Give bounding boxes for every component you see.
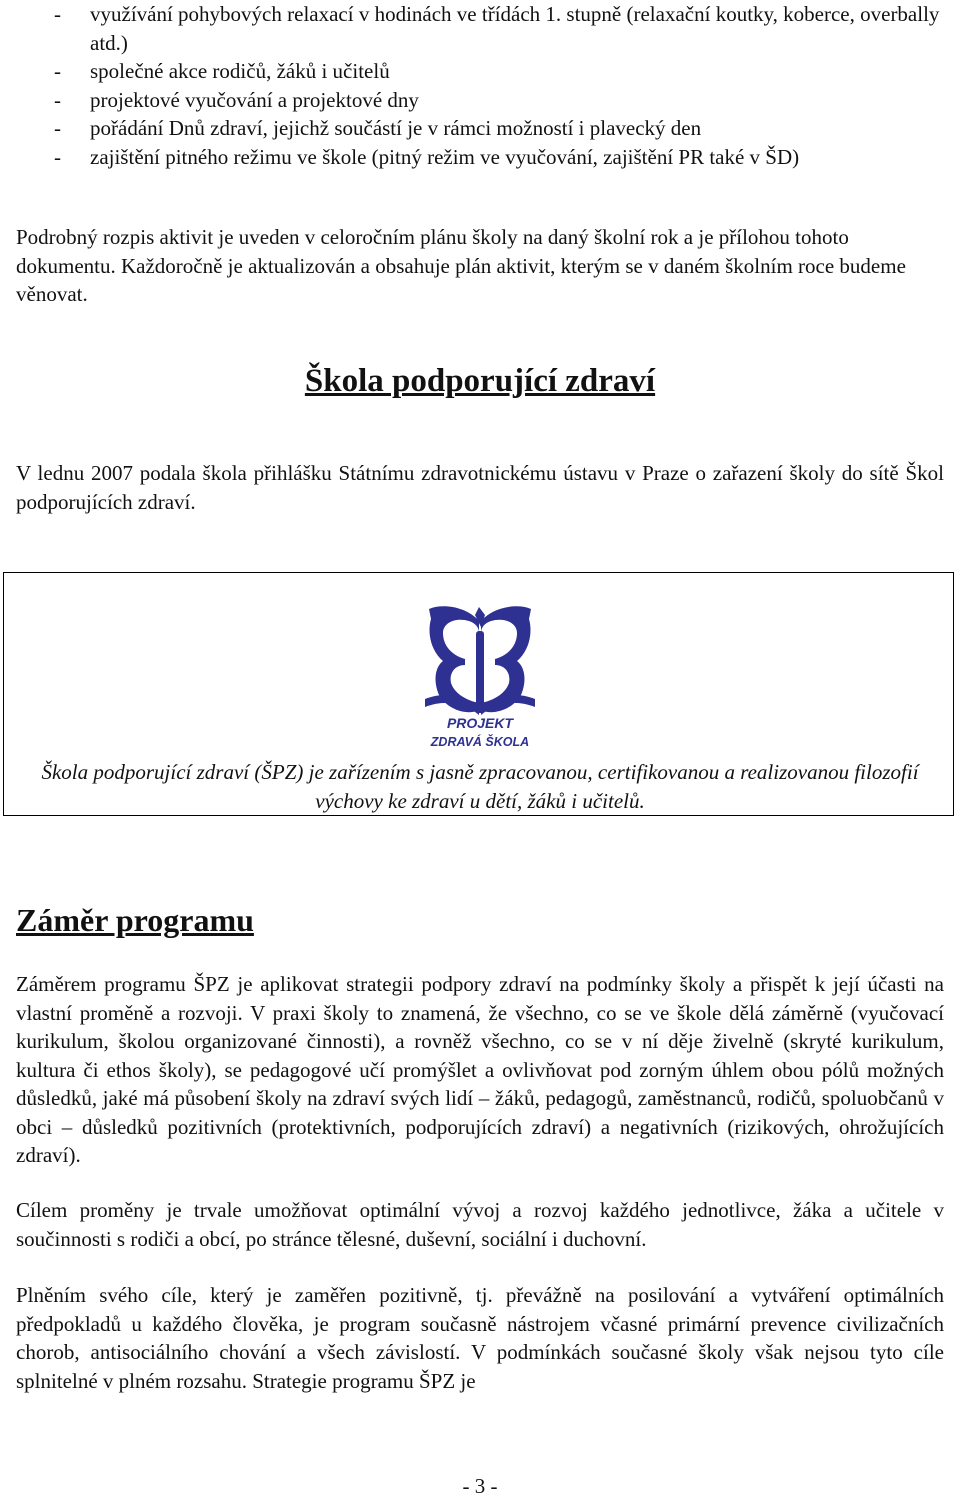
box-caption: Škola podporující zdraví (ŠPZ) je zařízením s jasně zpracovanou, certifikovanou a realizovanou filozofií výchovy ke zdraví u dětí, žáků i učitelů. xyxy=(41,760,919,813)
list-item xyxy=(18,143,948,172)
logo-text-line1: PROJEKT xyxy=(446,715,514,731)
application-paragraph: V lednu 2007 podala škola přihlášku Státnímu zdravotnickému ústavu v Praze o zařazení školy do sítě Škol podporujících zdraví. xyxy=(16,461,944,514)
book-butterfly-logo-icon xyxy=(421,603,539,751)
list-item-text: využívání pohybových relaxací v hodinách ve třídách 1. stupně (relaxační koutky, koberce, overbally atd.) xyxy=(90,2,940,55)
list-item xyxy=(18,114,948,143)
section-heading-program: Záměr programu xyxy=(16,902,254,938)
list-dash: - xyxy=(54,116,61,140)
program-paragraph-2: Cílem proměny je trvale umožňovat optimální vývoj a rozvoj každého jednotlivce, žáka a učitele v součinnosti s rodiči a obcí, po stránce tělesné, duševní, sociální i duchovní. xyxy=(16,1198,944,1251)
section-heading-school: Škola podporující zdraví xyxy=(304,363,656,399)
list-item-text: zajištění pitného režimu ve škole (pitný režim ve vyučování, zajištění PR také v ŠD) xyxy=(90,144,800,169)
program-paragraph-3: Plněním svého cíle, který je zaměřen pozitivně, tj. převážně na posilování a vytváření optimálních předpokladů u každého člověka, je program současně nástrojem včasné primární prevence civilizačních chorob, antisociálního chování a všech závislostí. V podmínkách současné školy však nejsou tyto cíle splnitelné v plném rozsahu. Strategie programu ŠPZ je xyxy=(16,1283,944,1393)
activity-list xyxy=(18,0,948,171)
list-item xyxy=(18,0,948,57)
list-dash: - xyxy=(54,87,61,112)
list-item-text: projektové vyučování a projektové dny xyxy=(90,87,419,112)
program-paragraph-1: Záměrem programu ŠPZ je aplikovat strategii podpory zdraví na podmínky školy a přispět k její účasti na vlastní proměně a rozvoji. V praxi školy to znamená, že všechno, co se ve škole dělá záměrně (vyučovací kurikulum, školou organizované činnosti), a rovněž všechno, co se v ní děje živelně (skryté kurikulum, kultura či ethos školy), se pedagogové učí promýšlet a ovlivňovat pod zorným úhlem obou pólů možných důsledků, jaké má působení školy na zdraví svých lidí – žáků, pedagogů, zaměstnanců, rodičů, spoluobčanů v obci – důsledků pozitivních (protektivních, podporujících zdraví) a negativních (rizikových, ohrožujících zdraví). xyxy=(16,972,944,1167)
list-dash: - xyxy=(54,2,61,26)
page-number: - 3 - xyxy=(462,1474,498,1498)
list-dash: - xyxy=(54,59,61,83)
list-item xyxy=(18,57,948,86)
list-item xyxy=(18,86,948,115)
list-item-text: společné akce rodičů, žáků i učitelů xyxy=(90,59,390,83)
plan-paragraph: Podrobný rozpis aktivit je uveden v celoročním plánu školy na daný školní rok a je přílohou tohoto dokumentu. Každoročně je aktualizován a obsahuje plán aktivit, kterým se v daném školním roce budeme věnovat. xyxy=(16,225,906,306)
list-dash: - xyxy=(54,144,61,169)
list-item-text: pořádání Dnů zdraví, jejichž součástí je v rámci možností i plavecký den xyxy=(90,116,702,140)
logo-text-line2: ZDRAVÁ ŠKOLA xyxy=(430,735,530,749)
